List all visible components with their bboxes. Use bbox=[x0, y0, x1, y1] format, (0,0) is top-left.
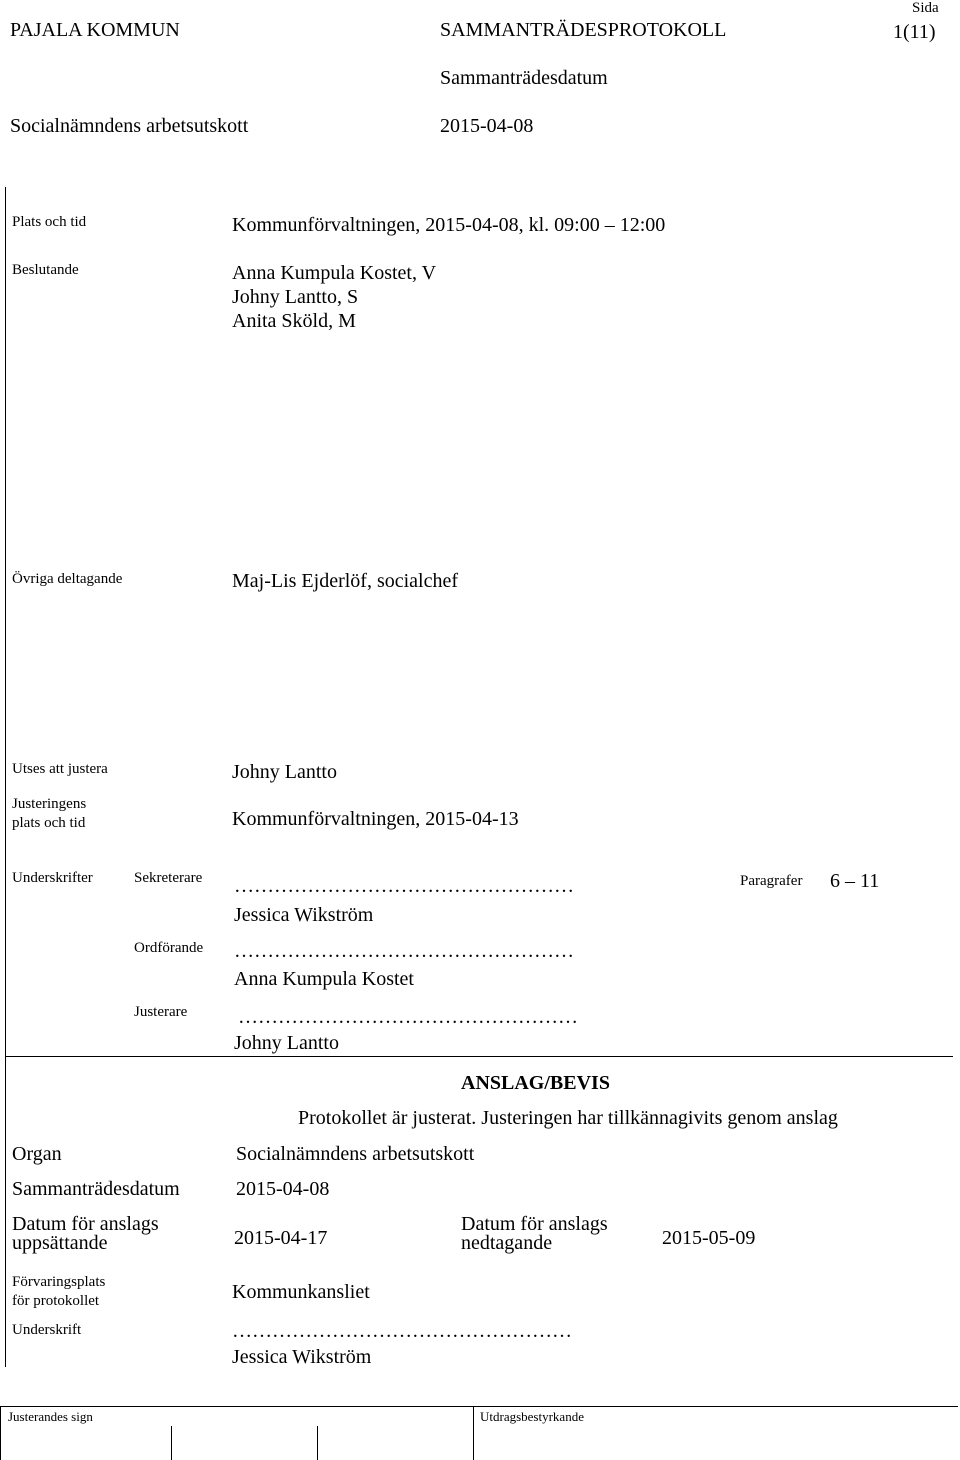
page-label: Sida bbox=[912, 0, 939, 16]
chair-signature-line: …………………………………………… bbox=[234, 940, 574, 962]
adjuster-label: Utses att justera bbox=[12, 761, 108, 777]
adjuster-signature-line: …………………………………………… bbox=[238, 1006, 578, 1028]
other-participants-value: Maj-Lis Ejderlöf, socialchef bbox=[232, 570, 459, 592]
removed-date: 2015-05-09 bbox=[662, 1227, 756, 1249]
adjustment-label-line1: Justeringens bbox=[12, 796, 87, 812]
footer-sign-divider-2 bbox=[317, 1426, 318, 1460]
meeting-date: 2015-04-08 bbox=[440, 115, 534, 137]
committee-name: Socialnämndens arbetsutskott bbox=[10, 115, 249, 137]
posted-label bbox=[12, 1215, 159, 1253]
removed-label-line2: nedtagande bbox=[461, 1232, 553, 1254]
other-participants-label: Övriga deltagande bbox=[12, 571, 123, 587]
place-time-label: Plats och tid bbox=[12, 214, 87, 230]
footer-left-line bbox=[0, 1406, 1, 1460]
footer-sign-divider-1 bbox=[171, 1426, 172, 1460]
footer-middle-line bbox=[473, 1406, 474, 1460]
adjustment-label bbox=[12, 795, 86, 833]
decision-maker-1: Anna Kumpula Kostet, V bbox=[232, 262, 437, 284]
notice-meeting-date: 2015-04-08 bbox=[236, 1178, 330, 1200]
secretary-role: Sekreterare bbox=[134, 870, 203, 886]
notice-statement: Protokollet är justerat. Justeringen har tillkännagivits genom anslag bbox=[298, 1107, 838, 1129]
paragraphs-value: 6 – 11 bbox=[830, 870, 880, 892]
meeting-date-label: Sammanträdesdatum bbox=[440, 67, 608, 89]
adjuster-value: Johny Lantto bbox=[232, 761, 337, 783]
posted-label-line1: Datum för anslags bbox=[12, 1213, 159, 1235]
decision-maker-2: Johny Lantto, S bbox=[232, 286, 359, 308]
decision-maker-3: Anita Sköld, M bbox=[232, 310, 356, 332]
page-number: 1(11) bbox=[893, 21, 936, 43]
document-title: SAMMANTRÄDESPROTOKOLL bbox=[440, 19, 727, 41]
left-border-line bbox=[5, 187, 6, 1367]
footer-top-line bbox=[0, 1406, 958, 1407]
adjustment-label-line2: plats och tid bbox=[12, 815, 86, 831]
municipality-name: PAJALA KOMMUN bbox=[10, 19, 180, 41]
adjustment-value: Kommunförvaltningen, 2015-04-13 bbox=[232, 808, 519, 830]
decision-makers-label: Beslutande bbox=[12, 262, 79, 278]
adjusters-sign-label: Justerandes sign bbox=[8, 1409, 93, 1424]
storage-label-line2: för protokollet bbox=[12, 1293, 100, 1309]
posted-label-line2: uppsättande bbox=[12, 1232, 108, 1254]
secretary-name: Jessica Wikström bbox=[234, 904, 374, 926]
section-divider bbox=[5, 1056, 953, 1057]
removed-label bbox=[461, 1215, 608, 1253]
notice-title: ANSLAG/BEVIS bbox=[461, 1072, 610, 1094]
posted-date: 2015-04-17 bbox=[234, 1227, 328, 1249]
place-time-value: Kommunförvaltningen, 2015-04-08, kl. 09:00 – 12:00 bbox=[232, 214, 666, 236]
extract-certifier-label: Utdragsbestyrkande bbox=[480, 1409, 584, 1424]
secretary-signature-line: …………………………………………… bbox=[234, 875, 574, 897]
adjuster-role: Justerare bbox=[134, 1004, 188, 1020]
storage-label-line1: Förvaringsplats bbox=[12, 1274, 106, 1290]
notice-signature-line: …………………………………………… bbox=[232, 1320, 572, 1342]
storage-label bbox=[12, 1273, 105, 1311]
signature-label: Underskrift bbox=[12, 1322, 82, 1338]
removed-label-line1: Datum för anslags bbox=[461, 1213, 608, 1235]
notice-meeting-date-label: Sammanträdesdatum bbox=[12, 1178, 180, 1200]
signatures-label: Underskrifter bbox=[12, 870, 93, 886]
adjuster-name: Johny Lantto bbox=[234, 1032, 339, 1054]
organ-value: Socialnämndens arbetsutskott bbox=[236, 1143, 475, 1165]
chair-name: Anna Kumpula Kostet bbox=[234, 968, 414, 990]
notice-signature-name: Jessica Wikström bbox=[232, 1346, 372, 1368]
storage-value: Kommunkansliet bbox=[232, 1281, 370, 1303]
chair-role: Ordförande bbox=[134, 940, 204, 956]
organ-label: Organ bbox=[12, 1143, 62, 1165]
paragraphs-label: Paragrafer bbox=[740, 873, 803, 889]
